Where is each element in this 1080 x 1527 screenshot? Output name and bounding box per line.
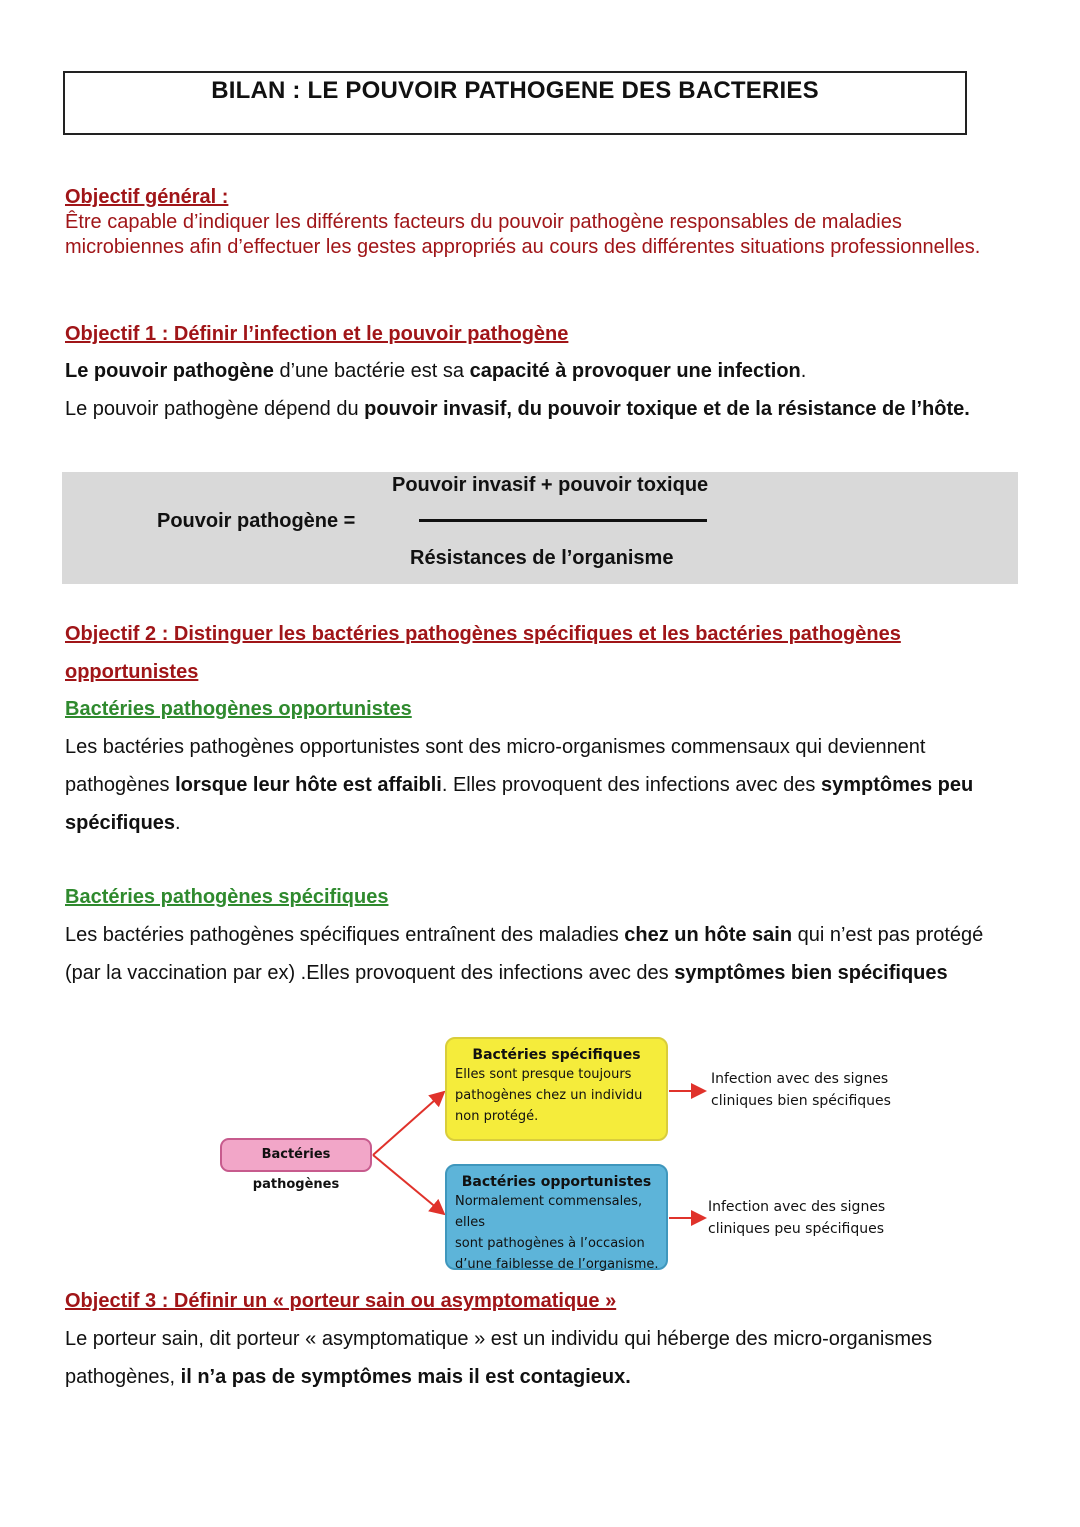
bold-text: capacité à provoquer une infection: [469, 360, 801, 382]
plain-text: Les bactéries pathogènes opportunistes sont des micro-organismes commensaux qui deviennent pathogènes: [65, 736, 926, 796]
plain-text: .: [175, 812, 181, 834]
objectif2-heading-line1: Objectif 2 : Distinguer les bactéries pathogènes spécifiques et les bactéries pathogènes: [65, 623, 901, 645]
bold-text: symptômes peu spécifiques: [65, 774, 974, 834]
objectif3-heading: Objectif 3 : Définir un « porteur sain ou asymptomatique »: [65, 1290, 617, 1312]
formula-left: Pouvoir pathogène =: [157, 510, 356, 532]
opportunist-result-line: cliniques peu spécifiques: [708, 1221, 885, 1237]
objectif2-heading-line2: opportunistes: [65, 661, 199, 683]
bold-text: Le pouvoir pathogène: [65, 360, 274, 382]
specific-box-line: non protégé.: [455, 1109, 539, 1124]
plain-text: qui n’est pas protégé (par la vaccination par ex) .Elles provoquent des infections avec des: [65, 924, 984, 984]
opportunist-result-line: Infection avec des signes: [708, 1199, 886, 1215]
specific-box-body: [447, 1064, 666, 1127]
bold-text: symptômes bien spécifiques: [674, 962, 948, 984]
arrow-to-opportunist: [373, 1155, 444, 1214]
formula-numerator: Pouvoir invasif + pouvoir toxique: [392, 474, 709, 496]
opportunist-box-line: sont pathogènes à l’occasion: [455, 1236, 645, 1251]
objectif-general-heading: Objectif général :: [65, 186, 229, 208]
plain-text: Les bactéries pathogènes spécifiques entraînent des maladies: [65, 924, 625, 946]
specific-box-line: pathogènes chez un individu: [455, 1088, 643, 1103]
plain-text: .: [800, 360, 807, 382]
diagram-opportunist-box: [445, 1164, 668, 1270]
opportunist-box-line: d’une faiblesse de l’organisme.: [455, 1257, 659, 1272]
specific-result-line: Infection avec des signes: [711, 1071, 889, 1087]
opportunist-box-line: Normalement commensales, elles: [455, 1194, 643, 1230]
diagram-root-label: Bactéries pathogènes: [252, 1147, 340, 1192]
opportunist-box-title: Bactéries opportunistes: [461, 1174, 652, 1190]
specifiques-heading: Bactéries pathogènes spécifiques: [65, 886, 389, 908]
opportunistes-heading: Bactéries pathogènes opportunistes: [65, 698, 412, 720]
plain-text: . Elles provoquent des infections avec des: [441, 774, 821, 796]
specific-result-line: cliniques bien spécifiques: [711, 1093, 891, 1109]
objectif1-heading: Objectif 1 : Définir l’infection et le pouvoir pathogène: [65, 323, 569, 345]
objectif-general-text: Être capable d’indiquer les différents facteurs du pouvoir pathogène responsables de maladies microbiennes afin d’effectuer les gestes appropriés au cours des différentes situations professionnelles.: [65, 211, 981, 258]
plain-text: d’une bactérie est sa: [273, 360, 470, 382]
page-title: BILAN : LE POUVOIR PATHOGENE DES BACTERIES: [211, 77, 819, 104]
bold-text: chez un hôte sain: [624, 924, 793, 946]
formula-denominator: Résistances de l’organisme: [410, 547, 674, 569]
bold-text: il n’a pas de symptômes mais il est contagieux.: [180, 1366, 631, 1388]
diagram-specific-box: [445, 1037, 668, 1141]
bold-text: pouvoir invasif, du pouvoir toxique et de la résistance de l’hôte.: [364, 398, 970, 420]
arrow-to-specific: [373, 1092, 444, 1155]
opportunist-box-body: [447, 1191, 666, 1275]
objectif3-paragraph: [65, 1320, 1020, 1396]
specific-box-title: Bactéries spécifiques: [472, 1047, 641, 1063]
plain-text: Le porteur sain, dit porteur « asymptomatique » est un individu qui héberge des micro-organismes pathogènes,: [65, 1328, 933, 1388]
specific-box-line: Elles sont presque toujours: [455, 1067, 632, 1082]
plain-text: Le pouvoir pathogène dépend du: [65, 398, 365, 420]
opportunist-result: [708, 1196, 885, 1240]
diagram-root-box: [220, 1138, 372, 1192]
specific-result: [711, 1068, 891, 1112]
bold-text: lorsque leur hôte est affaibli: [175, 774, 442, 796]
